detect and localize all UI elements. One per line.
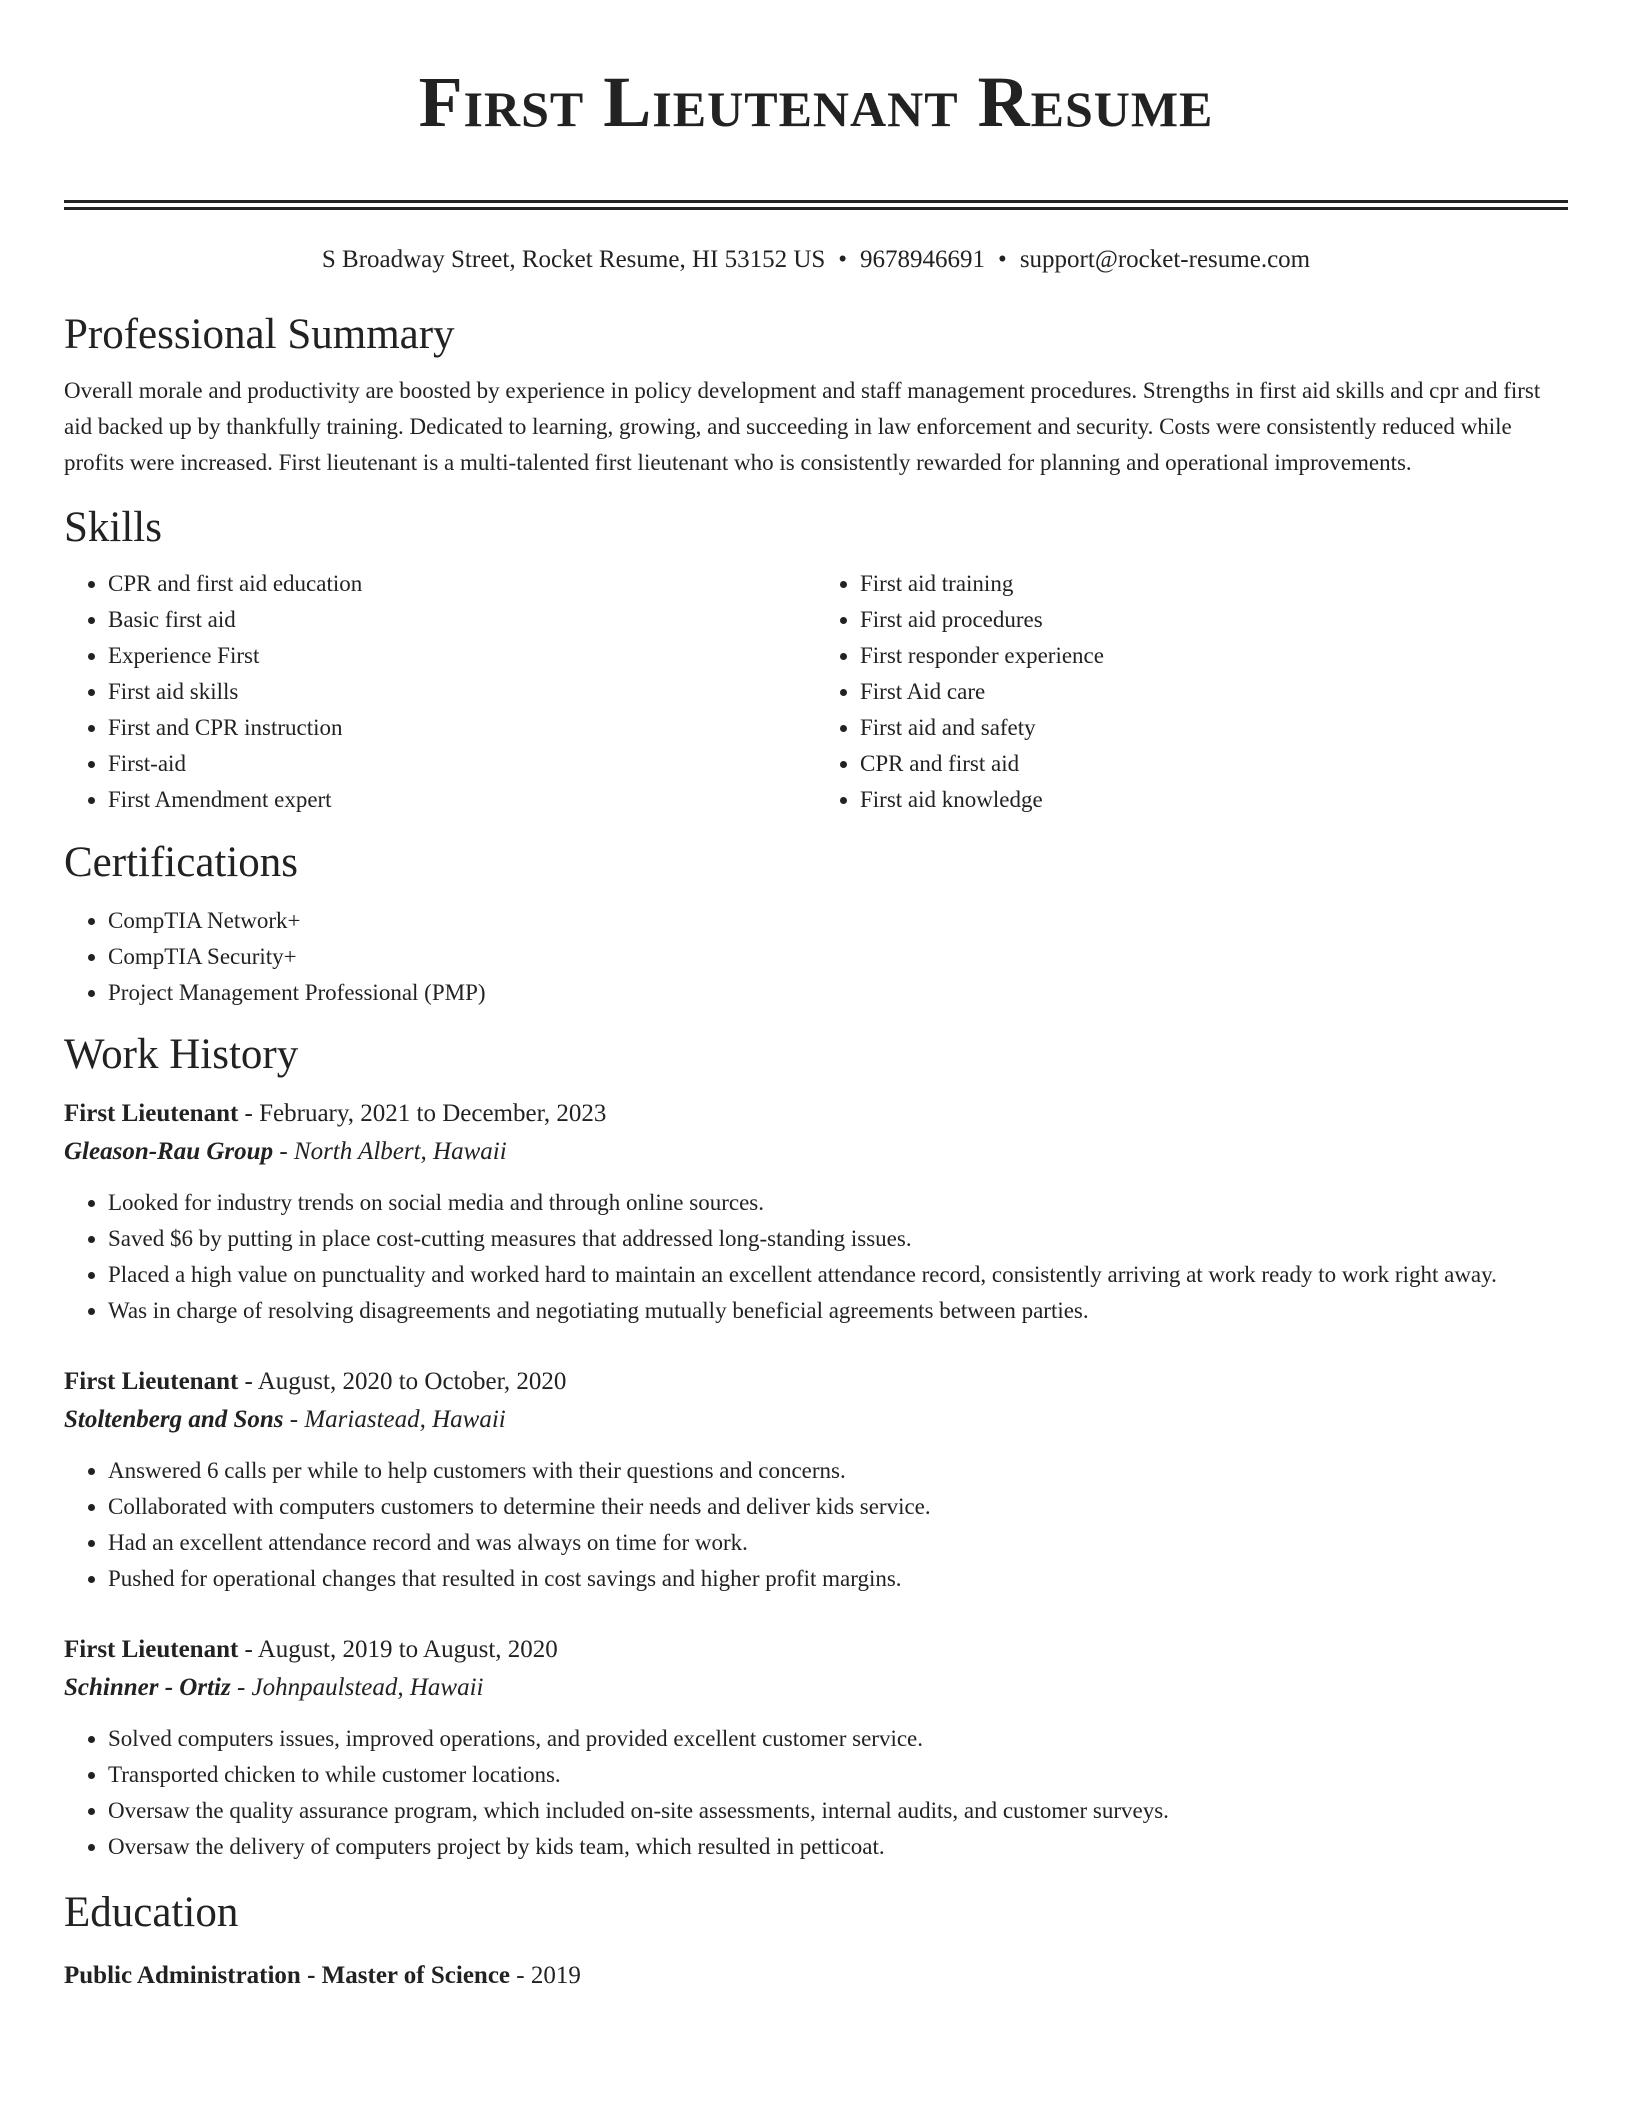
skill-item: • First Amendment expert bbox=[108, 782, 816, 818]
certification-item: • Project Management Professional (PMP) bbox=[108, 975, 1568, 1011]
skill-item: • Basic first aid bbox=[108, 602, 816, 638]
education-entry bbox=[64, 1957, 1568, 1995]
job-title-line bbox=[64, 1095, 1568, 1133]
job-bullet: • Oversaw the delivery of computers project by kids team, which resulted in petticoat. bbox=[108, 1829, 1568, 1865]
job-title-line bbox=[64, 1363, 1568, 1401]
skill-item: • Experience First bbox=[108, 638, 816, 674]
job-bullet: • Transported chicken to while customer locations. bbox=[108, 1757, 1568, 1793]
job-bullet: • Placed a high value on punctuality and worked hard to maintain an excellent attendance record, consistently arriving at work ready to work right away. bbox=[108, 1257, 1568, 1293]
job-dates: - August, 2019 to August, 2020 bbox=[238, 1636, 558, 1663]
skill-item: • First aid knowledge bbox=[860, 782, 1568, 818]
job-dates: - February, 2021 to December, 2023 bbox=[238, 1100, 607, 1127]
certifications-list bbox=[64, 903, 1568, 1011]
job-company: Stoltenberg and Sons bbox=[64, 1406, 284, 1433]
education-degree: Public Administration - Master of Science bbox=[64, 1962, 511, 1989]
skill-item: • First aid procedures bbox=[860, 602, 1568, 638]
job-bullet: • Saved $6 by putting in place cost-cutting measures that addressed long-standing issues. bbox=[108, 1221, 1568, 1257]
job-bullets bbox=[64, 1721, 1568, 1865]
education-year: - 2019 bbox=[510, 1962, 581, 1989]
summary-heading: Professional Summary bbox=[64, 311, 455, 358]
skills-column-right bbox=[816, 566, 1568, 818]
certification-item: • CompTIA Network+ bbox=[108, 903, 1568, 939]
title-divider-bottom bbox=[64, 207, 1568, 210]
job-company: Gleason-Rau Group bbox=[64, 1138, 274, 1165]
job-bullet: • Oversaw the quality assurance program, which included on-site assessments, internal audits, and customer surveys. bbox=[108, 1793, 1568, 1829]
job-company-line bbox=[64, 1669, 1568, 1707]
skill-item: • CPR and first aid education bbox=[108, 566, 816, 602]
contact-info bbox=[64, 244, 1568, 276]
job-company: Schinner - Ortiz bbox=[64, 1674, 231, 1701]
contact-email: support@rocket-resume.com bbox=[1019, 246, 1311, 273]
skill-item: • CPR and first aid bbox=[860, 746, 1568, 782]
job-company-line bbox=[64, 1401, 1568, 1439]
certifications-heading: Certifications bbox=[64, 839, 299, 886]
job-bullet: • Answered 6 calls per while to help customers with their questions and concerns. bbox=[108, 1453, 1568, 1489]
job-entry bbox=[64, 1095, 1568, 1329]
job-company-line bbox=[64, 1133, 1568, 1171]
job-title: First Lieutenant bbox=[64, 1636, 239, 1663]
job-entry bbox=[64, 1363, 1568, 1597]
job-dates: - August, 2020 to October, 2020 bbox=[238, 1368, 567, 1395]
job-location: - Johnpaulstead, Hawaii bbox=[230, 1674, 484, 1701]
job-bullet: • Was in charge of resolving disagreements and negotiating mutually beneficial agreements between parties. bbox=[108, 1293, 1568, 1329]
contact-separator: • bbox=[998, 246, 1007, 273]
certification-item: • CompTIA Security+ bbox=[108, 939, 1568, 975]
job-bullet: • Looked for industry trends on social media and through online sources. bbox=[108, 1185, 1568, 1221]
job-bullet: • Pushed for operational changes that resulted in cost savings and higher profit margins. bbox=[108, 1561, 1568, 1597]
contact-address: S Broadway Street, Rocket Resume, HI 53152 US bbox=[321, 246, 826, 273]
job-bullets bbox=[64, 1185, 1568, 1329]
skills-list bbox=[64, 566, 1568, 818]
skills-column-left bbox=[64, 566, 816, 818]
job-bullet: • Collaborated with computers customers to determine their needs and deliver kids service. bbox=[108, 1489, 1568, 1525]
skill-item: • First and CPR instruction bbox=[108, 710, 816, 746]
resume-title: First Lieutenant Resume bbox=[418, 62, 1214, 142]
contact-phone: 9678946691 bbox=[860, 246, 986, 273]
skill-item: • First aid skills bbox=[108, 674, 816, 710]
skill-item: • First-aid bbox=[108, 746, 816, 782]
job-location: - North Albert, Hawaii bbox=[273, 1138, 507, 1165]
job-location: - Mariastead, Hawaii bbox=[283, 1406, 506, 1433]
job-bullet: • Solved computers issues, improved operations, and provided excellent customer service. bbox=[108, 1721, 1568, 1757]
skill-item: • First aid training bbox=[860, 566, 1568, 602]
skills-heading: Skills bbox=[64, 504, 162, 551]
skill-item: • First Aid care bbox=[860, 674, 1568, 710]
job-bullet: • Had an excellent attendance record and was always on time for work. bbox=[108, 1525, 1568, 1561]
job-bullets bbox=[64, 1453, 1568, 1597]
skill-item: • First responder experience bbox=[860, 638, 1568, 674]
education-heading: Education bbox=[64, 1889, 239, 1936]
summary-text: Overall morale and productivity are boosted by experience in policy development and staff management procedures. Strengths in first aid skills and cpr and first aid backed up by thankfully training. Dedicated to learning, growing, and succeeding in law enforcement and security. Costs were consistently reduced while profits were increased. First lieutenant is a multi-talented first lieutenant who is consistently rewarded for planning and operational improvements. bbox=[64, 378, 1541, 475]
job-title-line bbox=[64, 1631, 1568, 1669]
skill-item: • First aid and safety bbox=[860, 710, 1568, 746]
work-history-heading: Work History bbox=[64, 1031, 299, 1078]
job-title: First Lieutenant bbox=[64, 1368, 239, 1395]
job-entry bbox=[64, 1631, 1568, 1865]
job-title: First Lieutenant bbox=[64, 1100, 239, 1127]
contact-separator: • bbox=[838, 246, 848, 273]
